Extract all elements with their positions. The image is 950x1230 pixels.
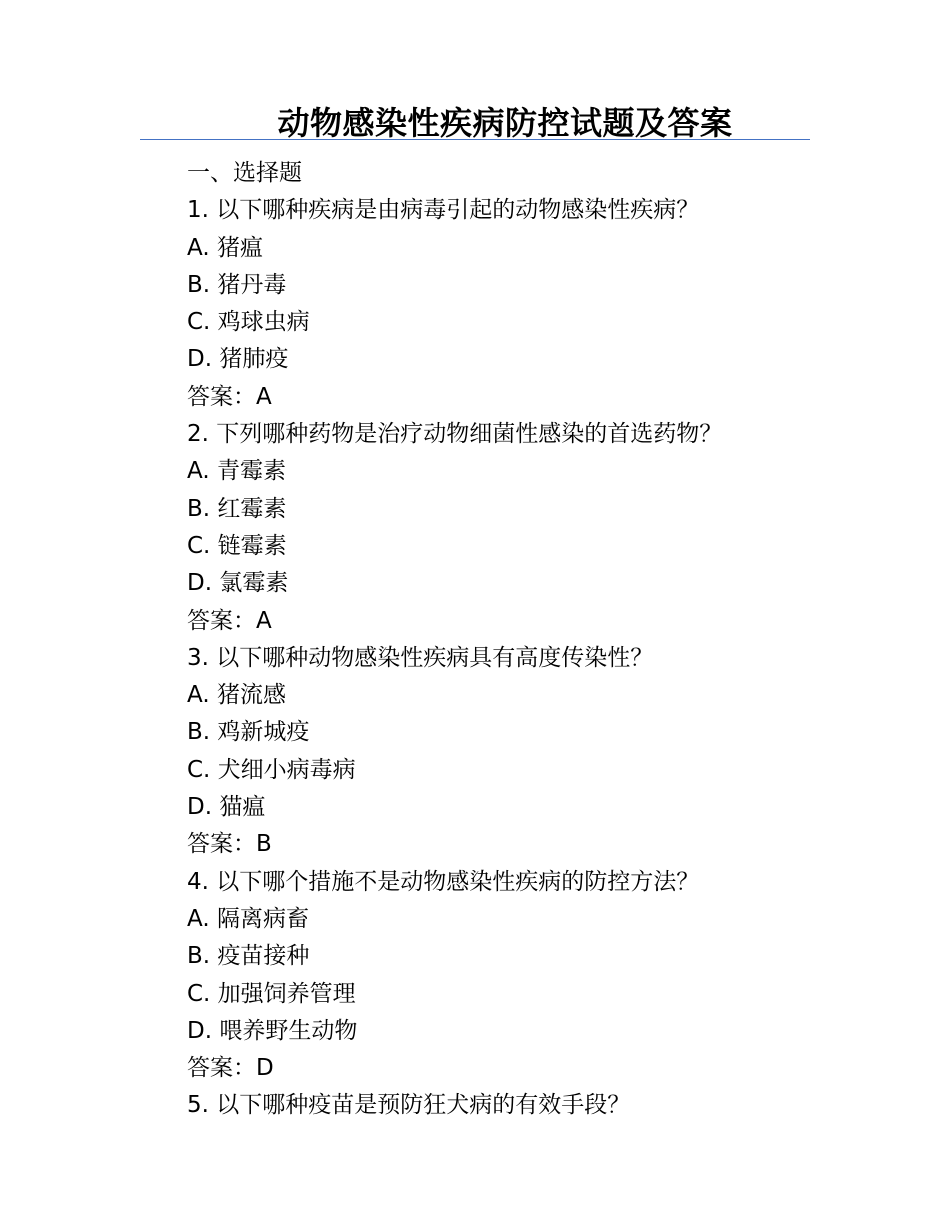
option-a: A. 猪瘟	[187, 234, 263, 261]
option-c: C. 链霉素	[187, 532, 287, 559]
question-stem: 2. 下列哪种药物是治疗动物细菌性感染的首选药物？	[187, 421, 723, 448]
option-a: A. 隔离病畜	[187, 905, 309, 932]
option-c: C. 鸡球虫病	[187, 309, 310, 336]
option-b: B. 鸡新城疫	[187, 719, 310, 746]
answer: 答案：D	[187, 1055, 274, 1082]
option-a: A. 猪流感	[187, 682, 286, 709]
option-d: D. 氯霉素	[187, 570, 289, 597]
option-b: B. 疫苗接种	[187, 943, 310, 970]
option-d: D. 猪肺疫	[187, 346, 289, 373]
document-body	[187, 155, 807, 1125]
option-d: D. 喂养野生动物	[187, 1017, 358, 1044]
title-underline	[140, 139, 810, 140]
document-title: 动物感染性疾病防控试题及答案	[277, 104, 733, 142]
option-c: C. 犬细小病毒病	[187, 756, 356, 783]
option-b: B. 猪丹毒	[187, 271, 287, 298]
option-c: C. 加强饲养管理	[187, 980, 356, 1007]
option-d: D. 猫瘟	[187, 794, 266, 821]
question-stem: 1. 以下哪种疾病是由病毒引起的动物感染性疾病？	[187, 197, 700, 224]
question-stem: 4. 以下哪个措施不是动物感染性疾病的防控方法？	[187, 868, 700, 895]
option-b: B. 红霉素	[187, 495, 287, 522]
question-stem: 5. 以下哪种疫苗是预防狂犬病的有效手段？	[187, 1092, 631, 1119]
answer: 答案：B	[187, 831, 272, 858]
question-stem: 3. 以下哪种动物感染性疾病具有高度传染性？	[187, 644, 654, 671]
section-heading: 一、选择题	[187, 160, 302, 186]
answer: 答案：A	[187, 383, 272, 410]
answer: 答案：A	[187, 607, 272, 634]
option-a: A. 青霉素	[187, 458, 286, 485]
